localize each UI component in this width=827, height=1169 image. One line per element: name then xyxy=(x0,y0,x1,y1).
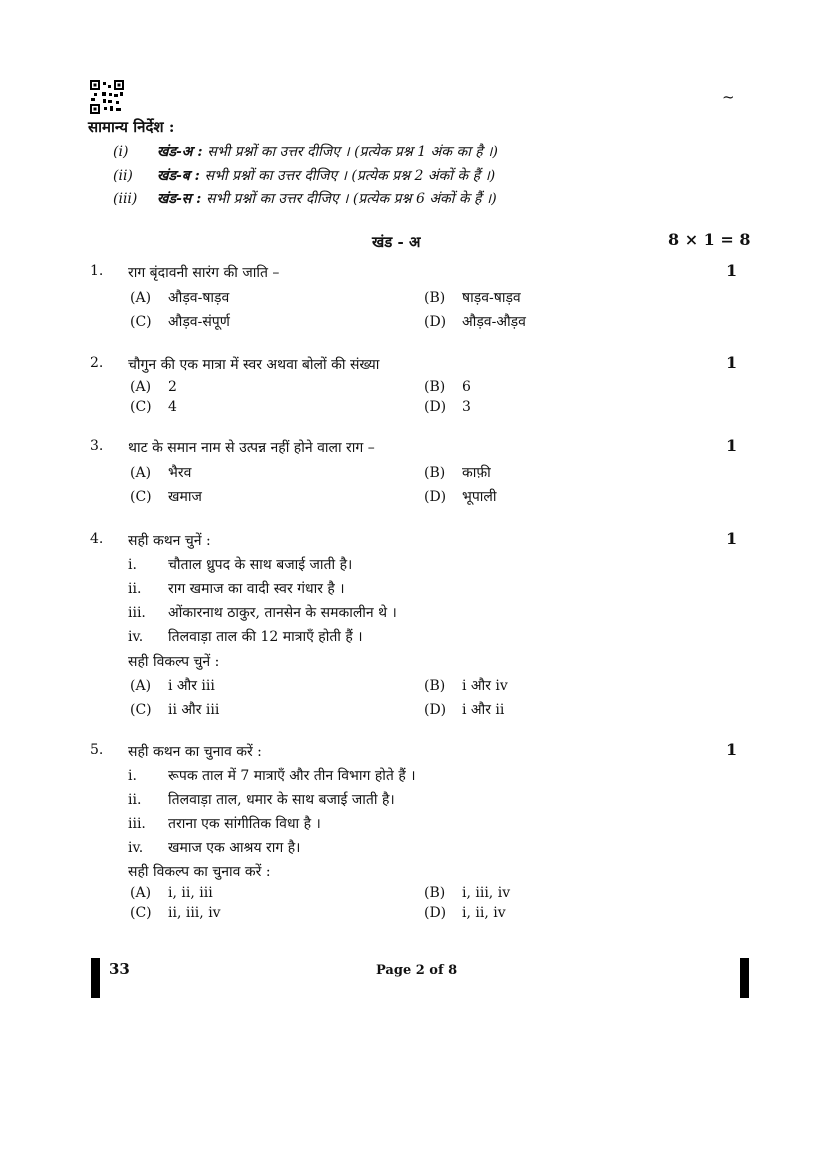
instruction-number: (ii) xyxy=(113,168,133,184)
option-a: (A) 2 xyxy=(130,379,177,395)
paper-code: 33 xyxy=(109,960,130,978)
option-a: (A) i और iii xyxy=(130,678,215,694)
instruction-text: सभी प्रश्नों का उत्तर दीजिए । (प्रत्येक प्रश्न 1 अंक का है ।) xyxy=(207,144,498,160)
option-d: (D) भूपाली xyxy=(424,489,497,505)
footer-bar-right xyxy=(740,958,749,998)
statement: i. चौताल ध्रुपद के साथ बजाई जाती है। xyxy=(128,557,353,573)
instruction-line: (ii) खंड-ब : सभी प्रश्नों का उत्तर दीजिए । (प्रत्येक प्रश्न 2 अंकों के हैं ।) xyxy=(113,168,496,184)
question-text: राग बृंदावनी सारंग की जाति – xyxy=(128,265,280,281)
option-c: (C) 4 xyxy=(130,399,177,415)
corner-mark: ~ xyxy=(722,88,735,106)
qr-code-icon xyxy=(90,80,124,114)
option-a: (A) भैरव xyxy=(130,465,192,481)
option-b: (B) काफ़ी xyxy=(424,465,491,481)
option-c: (C) औड़व-संपूर्ण xyxy=(130,314,230,330)
option-d: (D) औड़व-औड़व xyxy=(424,314,526,330)
question-marks: 1 xyxy=(726,261,738,280)
footer-bar-left xyxy=(91,958,100,998)
statement: iv. तिलवाड़ा ताल की 12 मात्राएँ होती हैं । xyxy=(128,629,363,645)
option-b: (B) 6 xyxy=(424,379,471,395)
page-number: Page 2 of 8 xyxy=(376,963,458,978)
option-d: (D) i, ii, iv xyxy=(424,905,506,921)
question-number: 5. xyxy=(90,742,104,758)
question-text: चौगुन की एक मात्रा में स्वर अथवा बोलों की संख्या xyxy=(128,357,380,373)
question-marks: 1 xyxy=(726,529,738,548)
question-number: 4. xyxy=(90,531,104,547)
question-number: 1. xyxy=(90,263,104,279)
question-marks: 1 xyxy=(726,436,738,455)
instruction-section: खंड-अ xyxy=(157,144,193,160)
question-marks: 1 xyxy=(726,740,738,759)
statement: iv. खमाज एक आश्रय राग है। xyxy=(128,840,301,856)
statement: iii. तराना एक सांगीतिक विधा है । xyxy=(128,816,321,832)
instruction-text: सभी प्रश्नों का उत्तर दीजिए । (प्रत्येक प्रश्न 6 अंकों के हैं ।) xyxy=(206,191,497,207)
instruction-number: (i) xyxy=(113,144,129,160)
instruction-number: (iii) xyxy=(113,191,138,207)
instructions-title: सामान्य निर्देश : xyxy=(88,118,175,136)
choose-prompt: सही विकल्प चुनें : xyxy=(128,654,220,670)
option-a: (A) i, ii, iii xyxy=(130,885,213,901)
option-b: (B) i और iv xyxy=(424,678,508,694)
statement: ii. राग खमाज का वादी स्वर गंधार है । xyxy=(128,581,345,597)
option-b: (B) षाड़व-षाड़व xyxy=(424,290,521,306)
instruction-line: (i) खंड-अ : सभी प्रश्नों का उत्तर दीजिए । (प्रत्येक प्रश्न 1 अंक का है ।) xyxy=(113,144,498,160)
option-a: (A) औड़व-षाड़व xyxy=(130,290,230,306)
section-marks: 8 × 1 = 8 xyxy=(668,230,751,249)
option-c: (C) खमाज xyxy=(130,489,202,505)
question-text: सही कथन का चुनाव करें : xyxy=(128,744,262,760)
choose-prompt: सही विकल्प का चुनाव करें : xyxy=(128,864,271,880)
statement: iii. ओंकारनाथ ठाकुर, तानसेन के समकालीन थे । xyxy=(128,605,397,621)
option-d: (D) i और ii xyxy=(424,702,505,718)
instruction-line: (iii) खंड-स : सभी प्रश्नों का उत्तर दीजिए । (प्रत्येक प्रश्न 6 अंकों के हैं ।) xyxy=(113,191,497,207)
instruction-section: खंड-स xyxy=(157,191,192,207)
question-text: थाट के समान नाम से उत्पन्न नहीं होने वाला राग – xyxy=(128,440,375,456)
statement: ii. तिलवाड़ा ताल, धमार के साथ बजाई जाती है। xyxy=(128,792,395,808)
section-title: खंड - अ xyxy=(372,233,421,251)
statement: i. रूपक ताल में 7 मात्राएँ और तीन विभाग होते हैं । xyxy=(128,768,416,784)
question-number: 2. xyxy=(90,355,104,371)
instruction-text: सभी प्रश्नों का उत्तर दीजिए । (प्रत्येक प्रश्न 2 अंकों के हैं ।) xyxy=(204,168,496,184)
question-number: 3. xyxy=(90,438,104,454)
option-c: (C) ii और iii xyxy=(130,702,220,718)
question-text: सही कथन चुनें : xyxy=(128,533,211,549)
instruction-section: खंड-ब xyxy=(157,168,190,184)
option-d: (D) 3 xyxy=(424,399,471,415)
option-c: (C) ii, iii, iv xyxy=(130,905,221,921)
question-marks: 1 xyxy=(726,353,738,372)
option-b: (B) i, iii, iv xyxy=(424,885,511,901)
